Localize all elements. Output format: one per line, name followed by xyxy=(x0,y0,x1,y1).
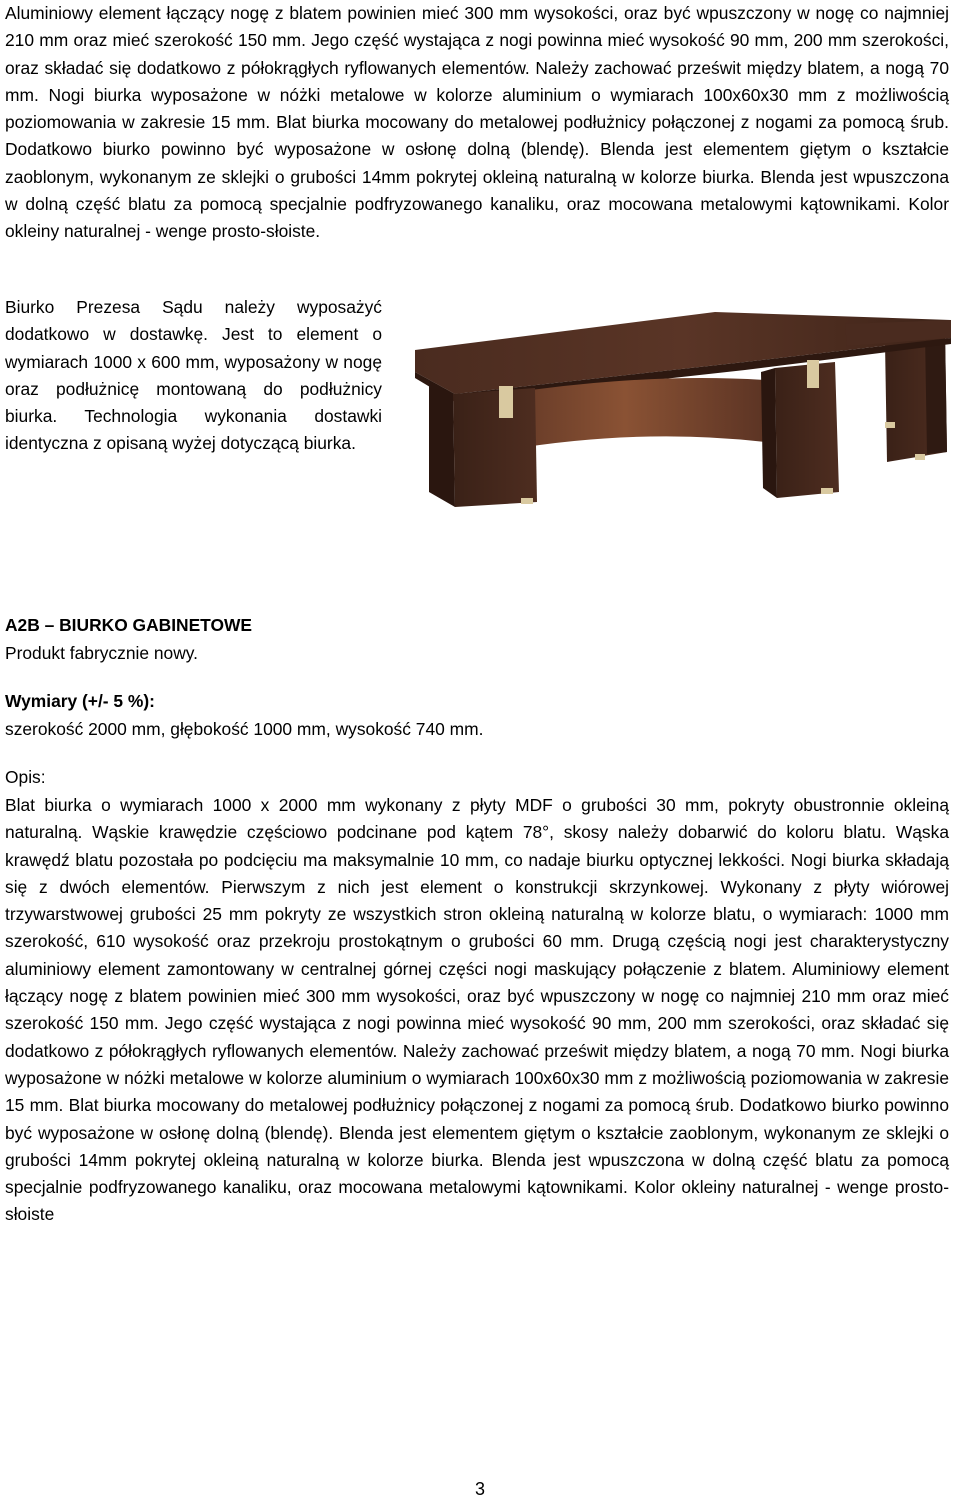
top-paragraph: Aluminiowy element łączący nogę z blatem powinien mieć 300 mm wysokości, oraz być wpuszczony w nogę co najmniej 210 mm oraz mieć szerokość 150 mm. Jego część wystająca z nogi powinna mieć wysokość 90 mm, 200 mm szerokości, oraz składać się dodatkowo z półokrągłych ryflowanych elementów. Należy zachować prześwit między blatem, a nogą 70 mm. Nogi biurka wyposażone w nóżki metalowe w kolorze aluminium o wymiarach 100x60x30 mm z możliwością poziomowania w zakresie 15 mm. Blat biurka mocowany do metalowej podłużnicy połączonej z nogami za pomocą śrub. Dodatkowo biurko powinno być wyposażone w osłonę dolną (blendę). Blenda jest elementem giętym o kształcie zaoblonym, wykonanym ze sklejki o grubości 14mm pokrytej okleiną naturalną w kolorze biurka. Blenda jest wpuszczona w dolną część blatu za pomocą specjalnie podfryzowanego kanaliku, oraz mocowana metalowymi kątownikami. Kolor okleiny naturalnej - wenge prosto-słoiste. xyxy=(5,3,949,242)
executive-desk-photo xyxy=(415,302,951,507)
description-body: Blat biurka o wymiarach 1000 x 2000 mm wykonany z płyty MDF o grubości 30 mm, pokryty obustronnie okleiną naturalną. Wąskie krawędzie częściowo podcinane pod kątem 78°, skosy należy dobarwić do koloru blatu. Wąska krawędź blatu pozostała po podcięciu ma maksymalnie 10 mm, co nadaje biurku optycznej lekkości. Nogi biurka składają się z dwóch elementów. Pierwszym z nich jest element o konstrukcji skrzynkowej. Wykonany z płyty wiórowej trzywarstwowej grubości 25 mm pokryty ze wszystkich stron okleiną naturalną w kolorze blatu, o wymiarach: 1000 mm szerokość, 610 wysokość oraz przekroju prostokątnym o grubości 60 mm. Drugą częścią nogi jest charakterystyczny aluminiowy element zamontowany w centralnej górnej części nogi maskujący połączenie z blatem. Aluminiowy element łączący nogę z blatem powinien mieć 300 mm wysokości, oraz być wpuszczony w nogę co najmniej 210 mm oraz mieć szerokość 150 mm. Jego część wystająca z nogi powinna mieć wysokość 90 mm, 200 mm szerokości, oraz składać się dodatkowo z półokrągłych ryflowanych elementów. Należy zachować prześwit między blatem, a nogą 70 mm. Nogi biurka wyposażone w nóżki metalowe w kolorze aluminium o wymiarach 100x60x30 mm z możliwością poziomowania w zakresie 15 mm. Blat biurka mocowany do metalowej podłużnicy połączonej z nogami za pomocą śrub. Dodatkowo biurko powinno być wyposażone w osłonę dolną (blendę). Blenda jest elementem giętym o kształcie zaoblonym, wykonanym ze sklejki o grubości 14mm pokrytej okleiną naturalną w kolorze biurka. Blenda jest wpuszczona w dolną część blatu za pomocą specjalnie podfryzowanego kanaliku, oraz mocowana metalowymi kątownikami. Kolor okleiny naturalnej - wenge prosto-słoiste xyxy=(5,795,949,1225)
product-note: Produkt fabrycznie nowy. xyxy=(5,643,198,663)
description-heading: Opis: xyxy=(5,767,46,787)
page-number: 3 xyxy=(474,1479,485,1499)
dimensions-heading: Wymiary (+/- 5 %): xyxy=(5,691,155,711)
product-title: A2B – BIURKO GABINETOWE xyxy=(5,615,253,635)
intro-paragraph: Biurko Prezesa Sądu należy wyposażyć dodatkowo w dostawkę. Jest to element o wymiarach 1000 x 600 mm, wyposażony w nogę oraz podłużnicę montowaną do podłużnicy biurka. Technologia wykonania dostawki identyczna z opisaną wyżej dotyczącą biurka. xyxy=(5,297,382,454)
dimensions-value: szerokość 2000 mm, głębokość 1000 mm, wysokość 740 mm. xyxy=(5,719,484,739)
